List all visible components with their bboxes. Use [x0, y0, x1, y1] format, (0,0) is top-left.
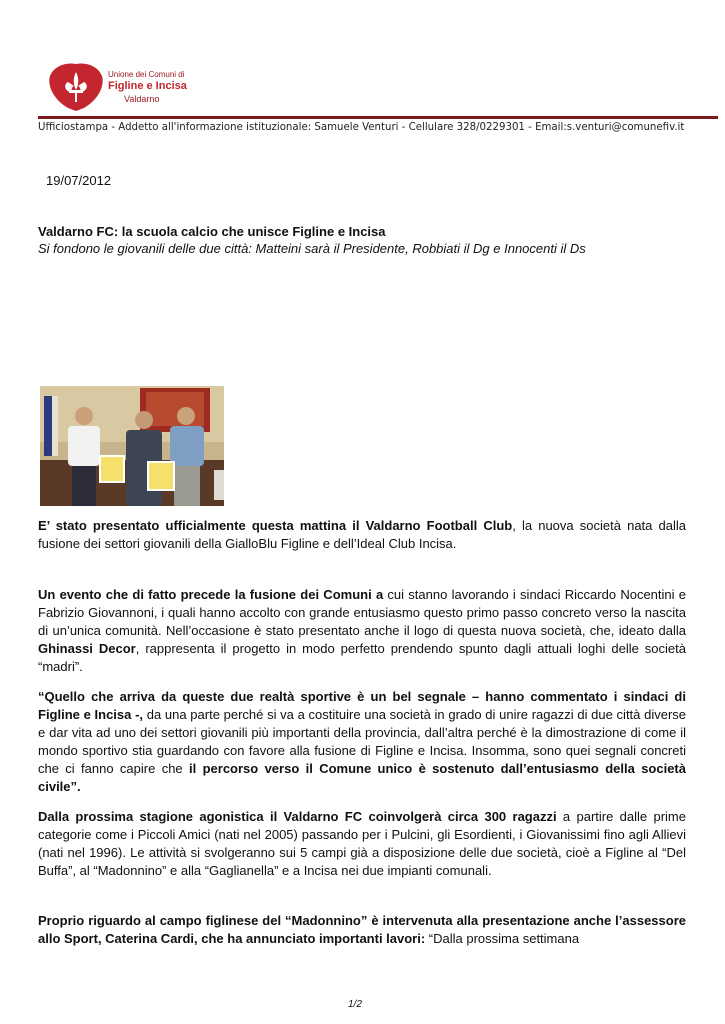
paragraph-3-bold-1: “Quello che arriva da queste due realtà sportive è un bel segnale – hanno commentato i sindaci di Figline e Incisa -,	[38, 689, 686, 722]
paragraph-4-text-1: a partire dalle prime categorie come i Piccoli Amici (nati nel 2005) passando per i Pulcini, gli Esordienti, i Giovanissimi fino agli Allievi (nati nel 1996). Le attività si svolgeranno sui 5 campi già a disposizione delle due società, cioè a Figline al “Del Buffa”, al “Madonnino” e alla “Gaglianella” e a Incisa nei due impianti comunali.	[38, 809, 686, 878]
paragraph-2-bold-1: Un evento che di fatto precede la fusione dei Comuni a	[38, 587, 384, 602]
paragraph-1-text-1: , la nuova società nata dalla fusione dei settori giovanili della GialloBlu Figline e dell’Ideal Club Incisa.	[38, 518, 686, 551]
article-subtitle: Si fondono le giovanili delle due città: Matteini sarà il Presidente, Robbiati il Dg e Innocenti il Ds	[38, 241, 586, 256]
logo-line2: Figline e Incisa	[108, 80, 187, 92]
paragraph-5-bold-1: Proprio riguardo al campo figlinese del “Madonnino” è intervenuta alla presentazione anche l’assessore allo Sport, Caterina Cardi, che ha annunciato importanti lavori:	[38, 913, 686, 946]
paragraph-3	[38, 688, 686, 796]
paragraph-2-text-1: cui stanno lavorando i sindaci Riccardo Nocentini e Fabrizio Giovannoni, i quali hanno accolto con grande entusiasmo questo primo passo concreto verso la nascita di un’unica comunità. Nell’occasione è stato presentato anche il logo di questa nuova società, che, ideato dalla	[38, 587, 687, 638]
contact-bar: Ufficiostampa - Addetto all'informazione istituzionale: Samuele Venturi - Cellulare 328/0229301 - Email:s.venturi@comunefiv.it	[38, 116, 718, 134]
paragraph-2-bold-2: Ghinassi Decor	[38, 641, 136, 656]
article-title: Valdarno FC: la scuola calcio che unisce Figline e Incisa	[38, 224, 386, 239]
paragraph-3-bold-2: il percorso verso il Comune unico è sostenuto dall’entusiasmo della società civile”.	[38, 761, 686, 794]
logo-line3: Valdarno	[124, 94, 160, 104]
press-photo	[40, 386, 224, 506]
press-date: 19/07/2012	[46, 173, 112, 188]
paragraph-4-bold-1: Dalla prossima stagione agonistica il Valdarno FC coinvolgerà circa 300 ragazzi	[38, 809, 557, 824]
header-logo	[46, 60, 206, 114]
paragraph-2-text-2: , rappresenta il progetto in modo perfetto prendendo spunto dagli attuali loghi delle società “madri”.	[38, 641, 686, 674]
paragraph-1	[38, 517, 686, 553]
paragraph-3-text-1: da una parte perché si va a costituire una società in grado di unire ragazzi di due città diverse e dar vita ad uno dei settori giovanili più importanti della provincia, dall’altra perché è la dimostrazione di come il mondo sportivo stia guardando con favore alla fusione di Figline e Incisa. Insomma, sono quei segnali concreti che ci fanno capire che	[38, 707, 687, 776]
paragraph-4	[38, 808, 686, 880]
paragraph-2	[38, 586, 686, 676]
paragraph-1-bold-1: E’ stato presentato ufficialmente questa mattina il Valdarno Football Club	[38, 518, 513, 533]
page-number: 1/2	[348, 999, 362, 1010]
paragraph-5-text-1: “Dalla prossima settimana	[425, 931, 580, 946]
lily-crest-icon	[46, 60, 106, 112]
logo-line1: Unione dei Comuni di	[108, 70, 185, 79]
paragraph-5	[38, 912, 686, 948]
